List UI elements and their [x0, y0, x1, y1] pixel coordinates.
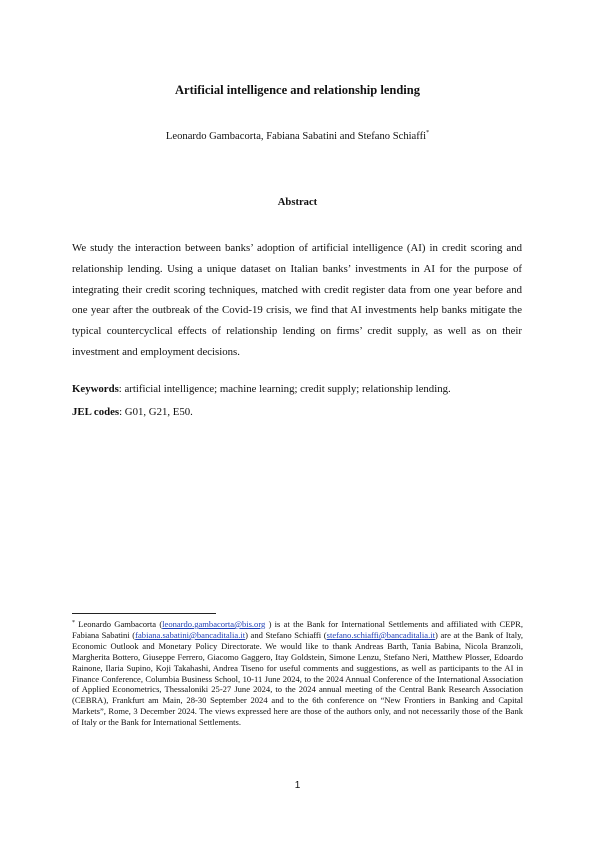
paper-title: Artificial intelligence and relationship lending — [175, 83, 420, 97]
jel-label: JEL codes — [72, 406, 120, 418]
footnote-text-4: ) are at the Bank of Italy, Economic Outlook and Monetary Policy Directorate. We would like to thank Andreas Barth, Tania Babina, Nicola Branzoli, Margherita Bottero, Giuseppe Ferrero, Giacomo Gaggero, Itay Goldstein, Simone Lenzu, Stefano Neri, Matthew Plosser, Edoardo Rainone, Ilaria Supino, Koji Takahashi, Andrea Tiseno for useful comments and suggestions, as well as participants to the AI in Finance Conference, Columbia Business School, 10-11 June 2024, to the 2024 Annual Conference of the International Association of Applied Econometrics, Thessaloniki 25-27 June 2024, to the 2024 annual meeting of the Central Bank Research Association (CEBRA), Frankfurt am Main, 28-30 September 2024 and to the 6th conference on “New Frontiers in Banking and Capital Markets”, Rome, 3 December 2024. The views expressed here are those of the authors only, and not necessarily those of the Bank of Italy or the Bank for International Settlements. — [72, 629, 524, 728]
abstract-text: We study the interaction between banks’ adoption of artificial intelligence (AI) in credit scoring and relationship lending. Using a unique dataset on Italian banks’ investments in AI for the purpose of integrating their credit scoring techniques, matched with credit register data from one year before and one year after the outbreak of the Covid-19 crisis, we find that AI investments help banks mitigate the typical countercyclical effects of relationship lending on firms’ credit supply, as well as on their investment and employment decisions. — [72, 242, 522, 358]
email-link-schiaffi[interactable]: stefano.schiaffi@bancaditalia.it — [326, 629, 435, 640]
email-link-sabatini[interactable]: fabiana.sabatini@bancaditalia.it — [135, 629, 246, 640]
author-names: Leonardo Gambacorta, Fabiana Sabatini and Stefano Schiaffi — [165, 131, 427, 142]
abstract-heading: Abstract — [277, 197, 318, 208]
footnote — [72, 618, 523, 728]
footnote-marker: * — [426, 130, 430, 136]
page-number: 1 — [294, 780, 301, 791]
footnote-text-1: Leonardo Gambacorta ( — [75, 619, 163, 629]
jel-text: : G01, G21, E50. — [119, 406, 193, 418]
author-line — [0, 130, 595, 142]
email-link-gambacorta[interactable]: leonardo.gambacorta@bis.org — [162, 619, 266, 629]
keywords-text: : artificial intelligence; machine learning; credit supply; relationship lending. — [118, 383, 451, 395]
footnote-text-3: ) and Stefano Schiaffi ( — [245, 629, 327, 640]
footnote-text-2: ) is at the Bank for International Settlements and affiliated with CEPR, Fabiana Sabatini ( — [72, 619, 523, 640]
jel-codes-line — [72, 406, 532, 418]
keywords-line — [72, 383, 532, 395]
footnote-mark: * — [72, 620, 75, 626]
footnote-separator — [72, 613, 216, 614]
keywords-label: Keywords — [72, 383, 119, 395]
